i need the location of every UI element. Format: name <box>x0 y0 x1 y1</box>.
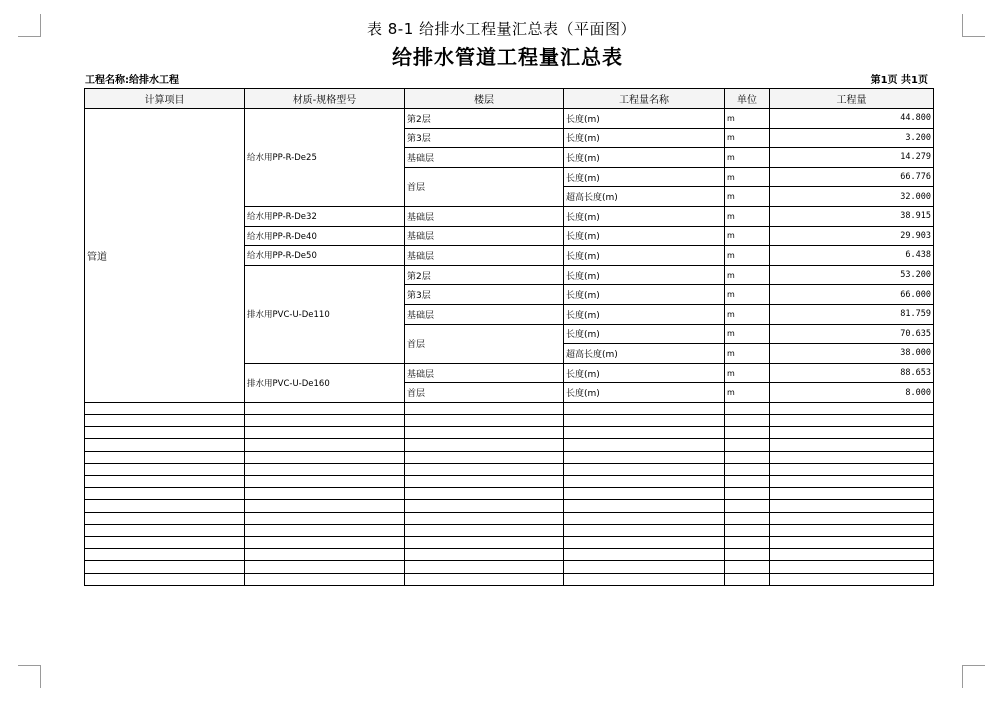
empty-cell <box>725 536 770 548</box>
empty-cell <box>725 573 770 585</box>
quantity-cell: 8.000 <box>770 383 934 403</box>
floor-cell: 基础层 <box>405 363 564 383</box>
quantity-table <box>84 88 934 586</box>
quantity-cell: 38.915 <box>770 206 934 226</box>
col-header-quantity: 工程量 <box>770 89 934 109</box>
empty-cell <box>564 476 725 488</box>
empty-cell <box>405 463 564 475</box>
quantity-cell: 44.800 <box>770 109 934 129</box>
empty-cell <box>725 463 770 475</box>
empty-row <box>85 512 934 524</box>
empty-row <box>85 500 934 512</box>
empty-cell <box>564 561 725 573</box>
quantity-name-cell: 长度(m) <box>564 304 725 324</box>
page-title: 给排水管道工程量汇总表 <box>392 45 623 69</box>
empty-cell <box>770 512 934 524</box>
empty-row <box>85 549 934 561</box>
floor-cell: 首层 <box>405 167 564 206</box>
empty-cell <box>770 476 934 488</box>
empty-cell <box>85 512 245 524</box>
empty-cell <box>85 488 245 500</box>
quantity-cell: 3.200 <box>770 128 934 148</box>
empty-row <box>85 536 934 548</box>
quantity-name-cell: 长度(m) <box>564 285 725 305</box>
empty-cell <box>770 451 934 463</box>
empty-cell <box>85 451 245 463</box>
unit-cell: m <box>725 304 770 324</box>
empty-cell <box>564 500 725 512</box>
empty-cell <box>85 402 245 414</box>
empty-row <box>85 524 934 536</box>
quantity-name-cell: 长度(m) <box>564 167 725 187</box>
empty-cell <box>245 476 405 488</box>
empty-cell <box>245 415 405 427</box>
empty-cell <box>564 427 725 439</box>
empty-cell <box>85 549 245 561</box>
empty-cell <box>85 439 245 451</box>
empty-cell <box>725 427 770 439</box>
empty-cell <box>564 402 725 414</box>
quantity-name-cell: 长度(m) <box>564 109 725 129</box>
empty-cell <box>405 415 564 427</box>
empty-cell <box>405 549 564 561</box>
col-header-unit: 单位 <box>725 89 770 109</box>
empty-cell <box>245 536 405 548</box>
material-cell: 给水用PP-R-De32 <box>245 206 405 226</box>
empty-cell <box>405 427 564 439</box>
empty-cell <box>564 463 725 475</box>
empty-row <box>85 451 934 463</box>
empty-cell <box>405 573 564 585</box>
floor-cell: 基础层 <box>405 246 564 266</box>
empty-rows <box>85 402 934 585</box>
empty-cell <box>564 549 725 561</box>
empty-cell <box>770 427 934 439</box>
floor-cell: 基础层 <box>405 304 564 324</box>
empty-cell <box>725 549 770 561</box>
empty-cell <box>245 561 405 573</box>
empty-cell <box>770 488 934 500</box>
unit-cell: m <box>725 226 770 246</box>
empty-cell <box>564 524 725 536</box>
empty-cell <box>245 512 405 524</box>
empty-cell <box>770 463 934 475</box>
empty-cell <box>725 476 770 488</box>
empty-cell <box>405 402 564 414</box>
quantity-name-cell: 长度(m) <box>564 383 725 403</box>
floor-cell: 基础层 <box>405 206 564 226</box>
empty-cell <box>405 524 564 536</box>
empty-row <box>85 415 934 427</box>
floor-cell: 基础层 <box>405 148 564 168</box>
empty-cell <box>85 476 245 488</box>
empty-cell <box>725 402 770 414</box>
empty-cell <box>770 561 934 573</box>
empty-cell <box>564 488 725 500</box>
empty-row <box>85 427 934 439</box>
empty-cell <box>85 500 245 512</box>
quantity-cell: 6.438 <box>770 246 934 266</box>
floor-cell: 第3层 <box>405 128 564 148</box>
empty-cell <box>245 573 405 585</box>
quantity-cell: 70.635 <box>770 324 934 344</box>
empty-cell <box>85 415 245 427</box>
empty-cell <box>770 549 934 561</box>
quantity-name-cell: 超高长度(m) <box>564 344 725 364</box>
empty-row <box>85 573 934 585</box>
empty-cell <box>245 463 405 475</box>
empty-cell <box>725 415 770 427</box>
empty-cell <box>85 561 245 573</box>
crop-mark-bottom-left <box>18 665 41 688</box>
unit-cell: m <box>725 148 770 168</box>
unit-cell: m <box>725 109 770 129</box>
empty-cell <box>405 439 564 451</box>
empty-cell <box>564 573 725 585</box>
empty-row <box>85 439 934 451</box>
empty-row <box>85 488 934 500</box>
unit-cell: m <box>725 265 770 285</box>
empty-cell <box>564 512 725 524</box>
empty-cell <box>85 573 245 585</box>
material-cell: 给水用PP-R-De50 <box>245 246 405 266</box>
empty-cell <box>770 524 934 536</box>
col-header-item: 计算项目 <box>85 89 245 109</box>
floor-cell: 第3层 <box>405 285 564 305</box>
empty-cell <box>245 451 405 463</box>
empty-cell <box>725 561 770 573</box>
unit-cell: m <box>725 167 770 187</box>
quantity-cell: 66.000 <box>770 285 934 305</box>
quantity-name-cell: 长度(m) <box>564 128 725 148</box>
item-cell: 管道 <box>85 109 245 403</box>
floor-cell: 第2层 <box>405 265 564 285</box>
empty-row <box>85 402 934 414</box>
empty-cell <box>725 451 770 463</box>
empty-cell <box>405 476 564 488</box>
empty-cell <box>725 488 770 500</box>
material-cell: 排水用PVC-U-De110 <box>245 265 405 363</box>
empty-cell <box>405 500 564 512</box>
page-number: 第1页 共1页 <box>870 75 928 86</box>
quantity-cell: 29.903 <box>770 226 934 246</box>
empty-cell <box>770 402 934 414</box>
floor-cell: 首层 <box>405 324 564 363</box>
material-cell: 给水用PP-R-De25 <box>245 109 405 207</box>
col-header-material: 材质-规格型号 <box>245 89 405 109</box>
empty-cell <box>770 536 934 548</box>
empty-row <box>85 463 934 475</box>
quantity-cell: 81.759 <box>770 304 934 324</box>
col-header-quantity-name: 工程量名称 <box>564 89 725 109</box>
empty-cell <box>85 524 245 536</box>
unit-cell: m <box>725 383 770 403</box>
col-header-floor: 楼层 <box>405 89 564 109</box>
quantity-name-cell: 长度(m) <box>564 206 725 226</box>
quantity-name-cell: 长度(m) <box>564 246 725 266</box>
unit-cell: m <box>725 324 770 344</box>
empty-cell <box>564 451 725 463</box>
quantity-cell: 14.279 <box>770 148 934 168</box>
unit-cell: m <box>725 206 770 226</box>
empty-cell <box>85 427 245 439</box>
material-cell: 排水用PVC-U-De160 <box>245 363 405 402</box>
quantity-name-cell: 长度(m) <box>564 226 725 246</box>
quantity-name-cell: 长度(m) <box>564 363 725 383</box>
empty-cell <box>245 549 405 561</box>
quantity-cell: 88.653 <box>770 363 934 383</box>
empty-cell <box>245 488 405 500</box>
empty-cell <box>405 536 564 548</box>
empty-cell <box>405 451 564 463</box>
unit-cell: m <box>725 187 770 207</box>
quantity-cell: 53.200 <box>770 265 934 285</box>
quantity-name-cell: 长度(m) <box>564 148 725 168</box>
table-row <box>85 109 934 129</box>
empty-cell <box>405 561 564 573</box>
empty-cell <box>725 512 770 524</box>
quantity-cell: 32.000 <box>770 187 934 207</box>
floor-cell: 第2层 <box>405 109 564 129</box>
empty-cell <box>564 536 725 548</box>
empty-cell <box>770 415 934 427</box>
empty-cell <box>405 488 564 500</box>
quantity-cell: 38.000 <box>770 344 934 364</box>
quantity-name-cell: 长度(m) <box>564 265 725 285</box>
empty-cell <box>725 524 770 536</box>
empty-cell <box>770 500 934 512</box>
empty-cell <box>725 439 770 451</box>
empty-row <box>85 561 934 573</box>
quantity-cell: 66.776 <box>770 167 934 187</box>
empty-cell <box>245 427 405 439</box>
empty-cell <box>770 573 934 585</box>
empty-cell <box>85 536 245 548</box>
floor-cell: 基础层 <box>405 226 564 246</box>
empty-cell <box>725 500 770 512</box>
quantity-name-cell: 超高长度(m) <box>564 187 725 207</box>
table-header-row <box>85 89 934 109</box>
unit-cell: m <box>725 128 770 148</box>
empty-cell <box>564 439 725 451</box>
empty-cell <box>245 524 405 536</box>
crop-mark-bottom-right <box>962 665 985 688</box>
unit-cell: m <box>725 285 770 305</box>
empty-cell <box>245 402 405 414</box>
unit-cell: m <box>725 363 770 383</box>
empty-cell <box>564 415 725 427</box>
unit-cell: m <box>725 246 770 266</box>
material-cell: 给水用PP-R-De40 <box>245 226 405 246</box>
floor-cell: 首层 <box>405 383 564 403</box>
empty-cell <box>245 500 405 512</box>
project-name: 工程名称:给排水工程 <box>85 75 179 86</box>
empty-cell <box>770 439 934 451</box>
empty-cell <box>245 439 405 451</box>
empty-row <box>85 476 934 488</box>
empty-cell <box>405 512 564 524</box>
quantity-name-cell: 长度(m) <box>564 324 725 344</box>
empty-cell <box>85 463 245 475</box>
table-caption: 表 8-1 给排水工程量汇总表（平面图） <box>366 20 637 38</box>
unit-cell: m <box>725 344 770 364</box>
